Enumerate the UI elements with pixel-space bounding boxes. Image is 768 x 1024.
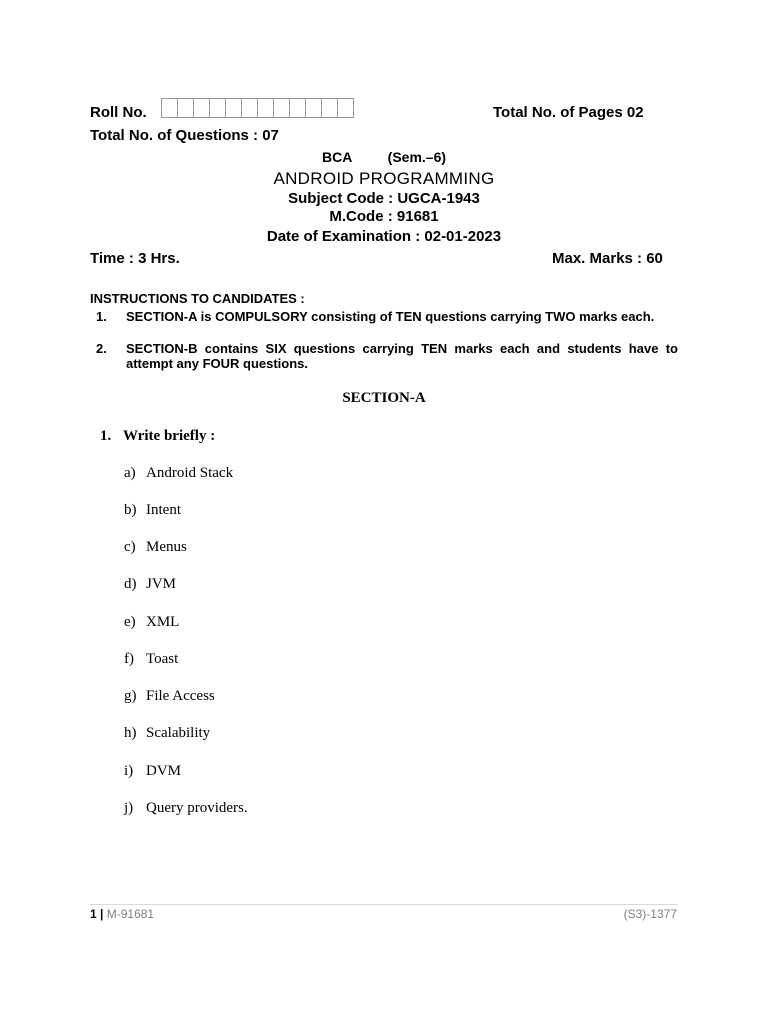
roll-number-box bbox=[321, 98, 338, 118]
list-item bbox=[124, 800, 248, 817]
roll-number-box bbox=[193, 98, 210, 118]
subject-code: Subject Code : UGCA-1943 bbox=[288, 190, 480, 207]
course-line bbox=[0, 149, 768, 165]
list-item bbox=[124, 502, 181, 519]
list-item bbox=[124, 614, 179, 631]
item-letter: b) bbox=[124, 502, 137, 518]
total-pages: Total No. of Pages 02 bbox=[493, 104, 644, 121]
roll-number-box bbox=[241, 98, 258, 118]
item-text: Android Stack bbox=[146, 465, 234, 481]
roll-number-label: Roll No. bbox=[90, 104, 147, 121]
list-item bbox=[124, 539, 187, 556]
max-marks: Max. Marks : 60 bbox=[552, 250, 663, 267]
list-item bbox=[124, 725, 210, 742]
roll-number-box bbox=[209, 98, 226, 118]
item-text: Query providers. bbox=[146, 800, 248, 816]
item-letter: i) bbox=[124, 763, 134, 779]
question-number: 1. bbox=[100, 428, 112, 444]
roll-number-boxes bbox=[161, 98, 353, 118]
roll-number-box bbox=[289, 98, 306, 118]
semester: (Sem.–6) bbox=[387, 149, 447, 165]
roll-number-box bbox=[273, 98, 290, 118]
roll-number-box bbox=[305, 98, 322, 118]
item-text: File Access bbox=[146, 688, 215, 704]
exam-time: Time : 3 Hrs. bbox=[90, 250, 180, 267]
item-text: XML bbox=[146, 614, 180, 630]
course-name: BCA bbox=[321, 149, 352, 165]
roll-number-box bbox=[161, 98, 178, 118]
list-item bbox=[124, 465, 233, 482]
footer-separator: | bbox=[100, 907, 104, 921]
item-text: Intent bbox=[146, 502, 181, 518]
item-letter: j) bbox=[124, 800, 134, 816]
footer-left bbox=[90, 907, 154, 921]
item-text: JVM bbox=[146, 576, 177, 592]
question-1 bbox=[100, 428, 215, 445]
item-letter: e) bbox=[124, 614, 136, 630]
roll-number-box bbox=[257, 98, 274, 118]
item-letter: g) bbox=[124, 688, 137, 704]
item-text: DVM bbox=[146, 763, 182, 779]
roll-number-box bbox=[337, 98, 354, 118]
instruction-number: 1. bbox=[96, 309, 107, 324]
item-text: Toast bbox=[146, 651, 179, 667]
item-letter: c) bbox=[124, 539, 136, 555]
list-item bbox=[124, 651, 178, 668]
list-item bbox=[124, 688, 215, 705]
item-letter: f) bbox=[124, 651, 134, 667]
instruction-text: SECTION-A is COMPULSORY consisting of TEN questions carrying TWO marks each. bbox=[126, 309, 655, 324]
roll-number-box bbox=[177, 98, 194, 118]
list-item bbox=[124, 763, 181, 780]
item-text: Scalability bbox=[146, 725, 211, 741]
instructions-heading: INSTRUCTIONS TO CANDIDATES : bbox=[90, 291, 305, 306]
question-text: Write briefly : bbox=[123, 428, 216, 444]
item-letter: h) bbox=[124, 725, 137, 741]
paper-code: M-91681 bbox=[106, 907, 155, 921]
list-item bbox=[124, 576, 176, 593]
m-code: M.Code : 91681 bbox=[329, 208, 439, 225]
item-letter: d) bbox=[124, 576, 137, 592]
footer-divider bbox=[90, 904, 678, 905]
instruction-text: SECTION-B contains SIX questions carrying TEN marks each and students have to attempt any FOUR questions. bbox=[126, 341, 678, 371]
series-code: (S3)-1377 bbox=[623, 907, 677, 921]
item-text: Menus bbox=[146, 539, 187, 555]
item-letter: a) bbox=[124, 465, 136, 481]
total-questions: Total No. of Questions : 07 bbox=[90, 127, 279, 144]
roll-number-box bbox=[225, 98, 242, 118]
section-title: SECTION-A bbox=[342, 390, 426, 406]
exam-date: Date of Examination : 02-01-2023 bbox=[266, 228, 502, 245]
page-number: 1 bbox=[90, 907, 97, 921]
instruction-number: 2. bbox=[96, 341, 107, 356]
subject-title: ANDROID PROGRAMMING bbox=[273, 169, 495, 188]
